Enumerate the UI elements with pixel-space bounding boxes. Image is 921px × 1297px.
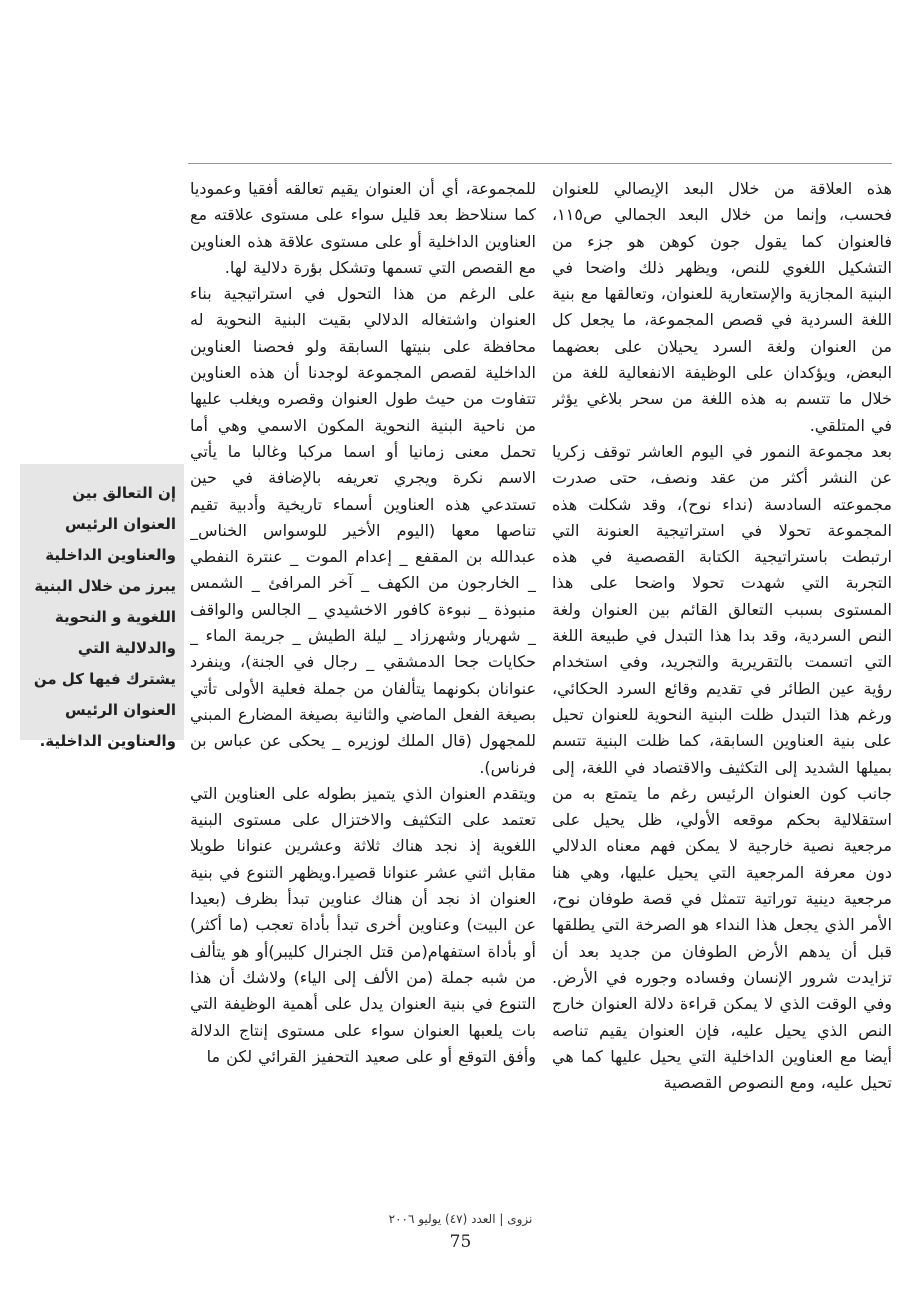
pull-quote-box [20, 464, 184, 750]
paragraph: هذه العلاقة من خلال البعد الإيصالي للعنوان فحسب، وإنما من خلال البعد الجمالي ص١١٥، فالعنوان كما يقول جون كوهن هو جزء من التشكيل اللغوي للنص، ويظهر ذلك واضحا في البنية المجازية والإستعارية للعنوان، وتعالقها مع بنية اللغة السردية في قصص المجموعة، ما يجعل كل من العنوان ولغة السرد يحيلان على بعضهما البعض، ويؤكدان على الوظيفة الانفعالية للغة من خلال ما تتسم به هذه اللغة من سحر بلاغي يؤثر في المتلقي. [552, 179, 892, 435]
top-divider-line [188, 163, 892, 164]
paragraph: للمجموعة، أي أن العنوان يقيم تعالقه أفقيا وعموديا كما سنلاحظ بعد قليل سواء على مستوى علاقته مع العناوين الداخلية أو على مستوى علاقة هذه العناوين مع القصص التي تسمها وتشكل بؤرة دلالية لها. [190, 179, 536, 277]
article-column-left [190, 176, 536, 1206]
article-column-right [552, 176, 892, 1206]
paragraph: بعد مجموعة النمور في اليوم العاشر توقف زكريا عن النشر أكثر من عقد ونصف، حتى صدرت مجموعته السادسة (نداء نوح)، وقد شكلت هذه المجموعة تحولا في استراتيجية العنونة التي ارتبطت باستراتيجية الكتابة القصصية في هذه التجربة التي شهدت تحولا واضحا على هذا المستوى بسبب التعالق القائم بين العنوان ولغة النص السردية، وقد بدا هذا التبدل في طبيعة اللغة التي اتسمت بالتقريرية والتجريد، وفي استخدام رؤية عين الطائر في تقديم وقائع السرد الحكائي، ورغم هذا التبدل ظلت البنية النحوية للعنوان تحيل على بنية العناوين السابقة، كما ظلت البنية تتسم بميلها الشديد إلى التكثيف والاقتصاد في اللغة، إلى جانب كون العنوان الرئيس رغم ما يتمتع به من استقلالية بحكم موقعه الأولي، ظل يحيل على مرجعية نصية خارجية لا يمكن فهم معناه الدلالي دون معرفة المرجعية التي يحيل عليها، وهي هنا مرجعية دينية توراتية تتمثل في قصة طوفان نوح، الأمر الذي يجعل هذا النداء هو الصرخة التي يطلقها قبل أن يدهم الأرض الطوفان من جديد بعد أن تزايدت شرور الإنسان وفساده وجوره في الأرض. وفي الوقت الذي لا يمكن قراءة دلالة العنوان خارج النص الذي يحيل عليه، فإن العنوان يقيم تناصه أيضا مع العناوين الداخلية التي يحيل عليها كما هي تحيل عليه، ومع النصوص القصصية [552, 441, 892, 1093]
pull-quote-text: إن التعالق بين العنوان الرئيس والعناوين الداخلية يبرز من خلال البنية اللغوية و النحوية والدلالية التي يشترك فيها كل من العنوان الرئيس والعناوين الداخلية. [33, 484, 176, 750]
page-number: 75 [449, 1232, 472, 1252]
running-footer: نزوى | العدد (٤٧) يوليو ٢٠٠٦ [388, 1212, 533, 1226]
paragraph: ويتقدم العنوان الذي يتميز بطوله على العناوين التي تعتمد على التكثيف والاختزال على مستوى البنية اللغوية إذ نجد هناك ثلاثة وعشرين عنوانا طويلا مقابل اثني عشر عنوانا قصيرا.ويظهر التنوع في بنية العنوان اذ نجد أن هناك عناوين تبدأ بظرف (بعيدا عن البيت) وعناوين أخرى تبدأ بأداة تعجب (ما أكثر) أو بأداة استفهام(من قتل الجنرال كليبر)أو هو يتألف من شبه جملة (من الألف إلى الياء) ولاشك أن هذا التنوع في بنية العنوان يدل على أهمية الوظيفة التي بات يلعبها العنوان سواء على مستوى إنتاج الدلالة وأفق التوقع أو على صعيد التحفيز القرائي لكن ما [190, 783, 536, 1066]
paragraph: على الرغم من هذا التحول في استراتيجية بناء العنوان واشتغاله الدلالي بقيت البنية النحوية له محافظة على بنيتها السابقة ولو فحصنا العناوين الداخلية لقصص المجموعة لوجدنا أن هذه العناوين تتفاوت من حيث طول العنوان وقصره ويغلب عليها من ناحية البنية النحوية المكون الاسمي وهي أما تحمل معنى زمانيا أو اسما مركبا وغالبا ما يأتي الاسم نكرة ويجري تعريفه بالإضافة في حين تستدعي هذه العناوين أسماء تاريخية وأدبية تقيم تناصها معها (اليوم الأخير للوسواس الخناس_ عبدالله بن المقفع _ إعدام الموت _ عنترة النفطي _ الخارجون من الكهف _ آخر المرافئ _ الشمس منبوذة _ نبوءة كافور الاخشيدي _ الجالس والواقف _ شهريار وشهرزاد _ ليلة الطيش _ جريمة الماء _ حكايات جحا الدمشقي _ رجال في الجنة)، وينفرد عنوانان بكونهما يتألفان من جملة فعلية الأولى تأتي بصيغة الفعل الماضي والثانية بصيغة المضارع المبني للمجهول (قال الملك لوزيره _ يحكى عن عباس بن فرناس). [190, 284, 536, 777]
